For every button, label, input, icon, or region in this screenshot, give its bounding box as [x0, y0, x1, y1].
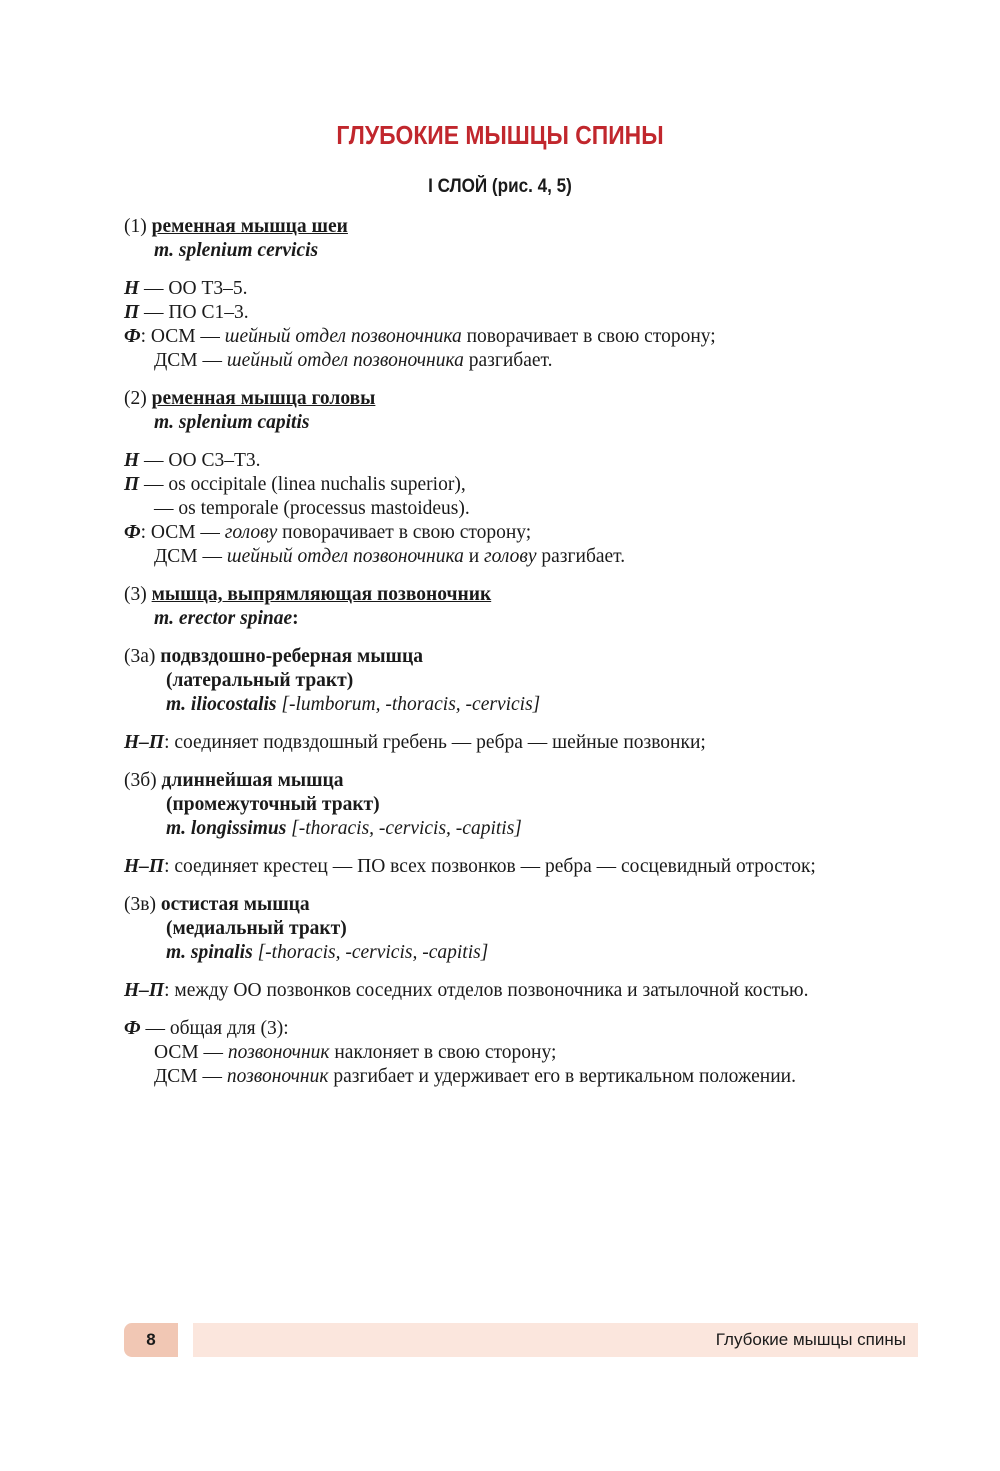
muscle-3c-latin: m. spinalis	[166, 942, 253, 963]
function-osm-object: позвоночник	[227, 1042, 330, 1063]
function-dsm-conj: и	[463, 546, 485, 567]
muscle-3c-details	[124, 979, 924, 1003]
muscle-3b-details	[124, 855, 924, 879]
muscle-2-details	[124, 449, 924, 569]
muscle-3-latin: m. erector spinae	[154, 608, 293, 629]
muscle-3b-name: длиннейшая мышца	[161, 770, 344, 791]
muscle-1-name: ременная мышца шеи	[151, 216, 348, 237]
muscle-3b-number: (3б)	[124, 770, 162, 791]
muscle-3c-parts: [-thoracis, -cervicis, -capitis]	[252, 942, 489, 963]
muscle-2-number: (2)	[124, 388, 152, 409]
function-dsm-text: разгибает.	[536, 546, 626, 567]
section-subtitle: I СЛОЙ (рис. 4, 5)	[428, 176, 572, 197]
function-key: Ф	[124, 326, 141, 347]
function-osm-text: поворачивает в свою сторону;	[277, 522, 532, 543]
muscle-3b-heading	[124, 769, 924, 841]
origin-insertion-key: Н–П	[124, 856, 165, 877]
page-number: 8	[124, 1323, 178, 1357]
function-dsm-object: шейный отдел позвоночника	[226, 350, 464, 371]
insertion-text-2: — os temporale (processus mastoideus).	[154, 498, 470, 519]
muscle-1-details	[124, 277, 924, 373]
function-dsm-object-1: шейный отдел позвоночника	[226, 546, 464, 567]
muscle-3b-latin: m. longissimus	[166, 818, 287, 839]
function-dsm-label: ДСМ —	[154, 546, 227, 567]
muscle-3-heading	[124, 583, 924, 631]
insertion-key: П	[124, 302, 140, 323]
origin-insertion-text: : соединяет крестец — ПО всех позвонков — ребра — сосцевидный отросток;	[164, 856, 816, 877]
muscle-2-heading	[124, 387, 924, 435]
muscle-1-heading	[124, 215, 924, 263]
content	[124, 215, 924, 1103]
function-osm-label: : ОСМ —	[140, 522, 225, 543]
muscle-3b-tract: (промежуточный тракт)	[166, 794, 380, 815]
footer-bar	[193, 1323, 918, 1357]
muscle-3a-latin: m. iliocostalis	[166, 694, 277, 715]
function-dsm-object: позвоночник	[226, 1066, 329, 1087]
muscle-3a-number: (3а)	[124, 646, 161, 667]
insertion-text: — ПО С1–3.	[139, 302, 249, 323]
muscle-2-latin: m. splenium capitis	[154, 412, 310, 433]
muscle-3a-tract: (латеральный тракт)	[166, 670, 354, 691]
origin-insertion-text: : соединяет подвздошный гребень — ребра — шейные позвонки;	[164, 732, 706, 753]
origin-key: Н	[124, 450, 140, 471]
muscle-3-name: мышца, выпрямляющая позвоночник	[151, 584, 492, 605]
muscle-3c-tract: (медиальный тракт)	[166, 918, 347, 939]
insertion-text: — os occipitale (linea nuchalis superior),	[139, 474, 466, 495]
muscle-3-latin-colon: :	[292, 608, 299, 629]
running-header: Глубокие мышцы спины	[715, 1330, 906, 1349]
function-osm-object: шейный отдел позвоночника	[224, 326, 462, 347]
function-key: Ф	[124, 522, 141, 543]
common-function	[124, 1017, 924, 1089]
function-osm-text: поворачивает в свою сторону;	[461, 326, 716, 347]
origin-insertion-key: Н–П	[124, 980, 165, 1001]
function-dsm-text: разгибает и удерживает его в вертикальном положении.	[328, 1066, 796, 1087]
muscle-1-latin: m. splenium cervicis	[154, 240, 319, 261]
page-title: ГЛУБОКИЕ МЫШЦЫ СПИНЫ	[336, 120, 664, 150]
function-osm-label: ОСМ —	[154, 1042, 228, 1063]
muscle-3c-heading	[124, 893, 924, 965]
function-osm-object: голову	[224, 522, 278, 543]
function-dsm-object-2: голову	[484, 546, 537, 567]
function-dsm-text: разгибает.	[463, 350, 553, 371]
muscle-3c-number: (3в)	[124, 894, 161, 915]
insertion-key: П	[124, 474, 140, 495]
common-function-text: — общая для (3):	[140, 1018, 289, 1039]
function-dsm-label: ДСМ —	[154, 1066, 227, 1087]
muscle-3a-heading	[124, 645, 924, 717]
function-key: Ф	[124, 1018, 141, 1039]
origin-insertion-text: : между ОО позвонков соседних отделов позвоночника и затылочной костью.	[164, 980, 809, 1001]
muscle-3b-parts: [-thoracis, -cervicis, -capitis]	[286, 818, 522, 839]
muscle-3-number: (3)	[124, 584, 152, 605]
function-osm-label: : ОСМ —	[140, 326, 225, 347]
muscle-3c-name: остистая мышца	[160, 894, 310, 915]
muscle-3a-details	[124, 731, 924, 755]
muscle-1-number: (1)	[124, 216, 152, 237]
origin-text: — ОО Т3–5.	[139, 278, 248, 299]
muscle-3a-parts: [-lumborum, -thoracis, -cervicis]	[276, 694, 541, 715]
function-dsm-label: ДСМ —	[154, 350, 227, 371]
origin-key: Н	[124, 278, 140, 299]
function-osm-text: наклоняет в свою сторону;	[329, 1042, 557, 1063]
origin-insertion-key: Н–П	[124, 732, 165, 753]
muscle-2-name: ременная мышца головы	[151, 388, 376, 409]
muscle-3a-name: подвздошно-реберная мышца	[160, 646, 423, 667]
origin-text: — ОО С3–Т3.	[139, 450, 261, 471]
